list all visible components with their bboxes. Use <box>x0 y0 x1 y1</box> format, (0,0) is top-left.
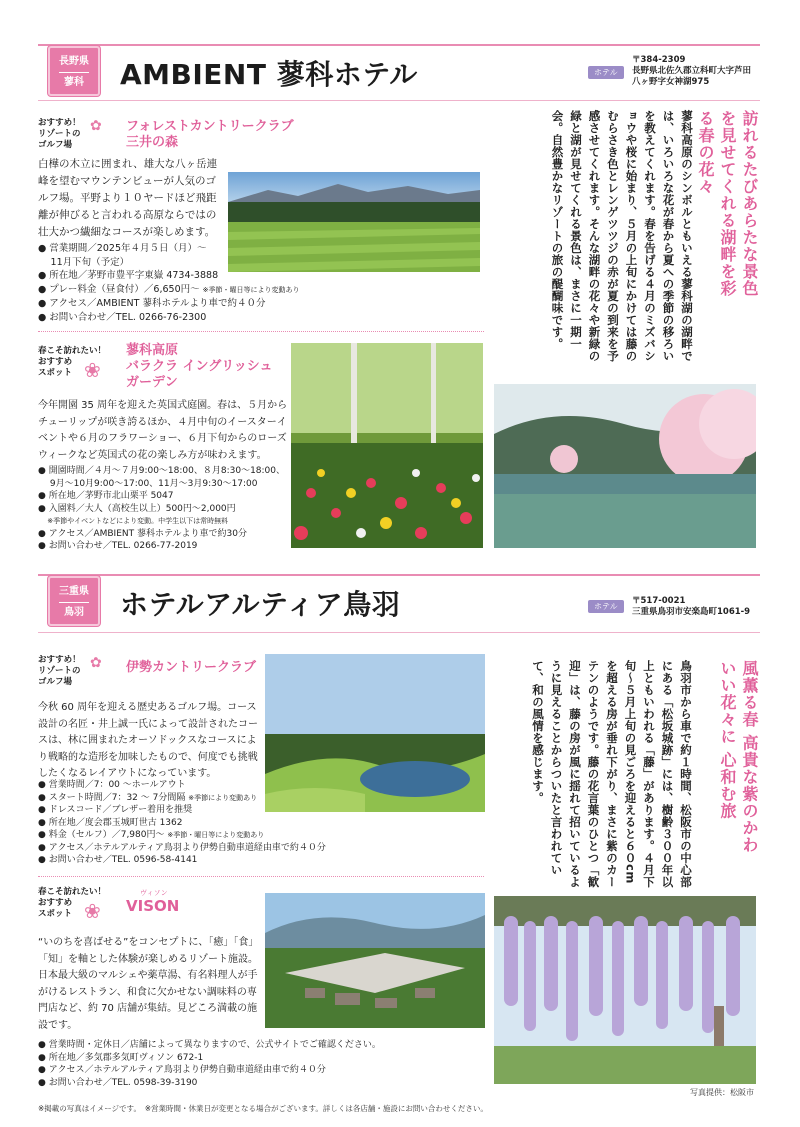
section-top-rule <box>38 574 760 576</box>
label-line: おすすめ！ <box>38 655 81 665</box>
golf-course-title: 伊勢カントリークラブ <box>126 660 257 675</box>
feature-title: 風薫る春 高貴な紫のかわいい花々に 心和む旅 <box>718 660 759 854</box>
spot-info <box>38 1039 381 1089</box>
badge-prefecture: 三重県 <box>59 586 89 597</box>
spot-info <box>38 465 285 553</box>
address-line: 長野県北佐久郡立科町大字芦田 <box>632 66 752 76</box>
info-line: ● お問い合わせ／TEL. 0266-76-2300 <box>38 311 207 323</box>
label-line: スポット <box>38 909 73 919</box>
title-line: フォレストカントリークラブ <box>126 119 294 134</box>
garden-photo <box>291 343 483 548</box>
info-line: ● 所在地／度会郡玉城町世古 1362 <box>38 817 183 828</box>
title-line: バラクラ イングリッシュ <box>126 359 273 374</box>
info-note: ※季節やイベントなどにより変動。中学生以下は常時無料 <box>38 517 229 525</box>
dotted-divider <box>38 331 484 332</box>
info-line: ● 所在地／茅野市北山栗平 5047 <box>38 491 174 501</box>
golf-description: 今秋 60 周年を迎える歴史あるゴルフ場。コース設計の名匠・井上誠一氏によって設計されたコースは、林に囲まれたオーソドックスなコースにより戦略的な造形を加味したもので、何度でも挑戦したくなるレイアウトになっています。 <box>38 702 258 779</box>
spot-description: “いのちを喜ばせる”をコンセプトに、「癒」「食」「知」を軸とした体験が楽しめるリゾート施設。日本最大級のマルシェや薬草湯、有名料理人が手がけるレストラン、和食に欠かせない調味料の専門店など、約 70 店舗が集結。見どころ満載の施設です。 <box>38 937 259 1031</box>
info-line: ● プレー料金（昼食付）／6,650円～ <box>38 283 200 295</box>
label-line: 春こそ訪れたい！ <box>38 346 107 356</box>
info-line: ● 開園時間／４月～７月9:00～18:00、８月8:30～18:00、 <box>38 466 286 476</box>
info-line: ● アクセス／ホテルアルティア鳥羽より伊勢自動車道経由車で約４０分 <box>38 842 326 853</box>
info-line: ● 営業時間／7：00 ～ホールアウト <box>38 780 186 790</box>
golf-label <box>38 655 81 688</box>
hotel-address <box>632 55 751 88</box>
postal-code: 〒384-2309 <box>632 55 686 65</box>
vison-photo <box>265 893 485 1028</box>
info-line: ● 入園料／大人（高校生以上）500円～2,000円 <box>38 503 236 514</box>
info-line: ● 営業期間／2025年４月５日（月）～ <box>38 243 207 254</box>
info-line: ● アクセス／ホテルアルティア鳥羽より伊勢自動車道経由車で約４０分 <box>38 1065 326 1075</box>
flower-icon: ✿ <box>90 655 102 671</box>
golf-label <box>38 118 81 151</box>
hotel-title: ホテルアルティア鳥羽 <box>120 588 401 621</box>
rose-icon: ❀ <box>84 899 101 923</box>
label-line: ゴルフ場 <box>38 140 73 150</box>
label-line: おすすめ <box>38 357 73 367</box>
lake-photo <box>494 384 756 548</box>
photo-credit: 写真提供：松阪市 <box>690 1088 754 1097</box>
spot-title <box>126 343 273 391</box>
spot-title: VISON <box>126 897 180 915</box>
label-line: 春こそ訪れたい！ <box>38 887 107 897</box>
golf-info <box>38 779 326 867</box>
postal-code: 〒517-0021 <box>632 596 686 606</box>
info-line: ● お問い合わせ／TEL. 0266-77-2019 <box>38 541 198 551</box>
info-line: 9月～10月9:00～17:00、11月～3月9:30～17:00 <box>38 478 258 489</box>
golf-course-title <box>126 119 294 151</box>
section-rule <box>38 100 760 101</box>
spot-description: 今年開園 35 周年を迎えた英国式庭園。春は、５月からチューリップが咲き誇るほか、４月中旬のイースターイベントや６月のフラワーショー、６月下旬からのローズウィークなど英国式の花の楽しみ方が味わえます。 <box>38 400 288 461</box>
label-line: リゾートの <box>38 129 81 139</box>
address-line: 八ヶ野字女神湖975 <box>632 77 710 87</box>
info-line: ● アクセス／AMBIENT 蓼科ホテルより車で約30分 <box>38 528 247 539</box>
footer-note: ※掲載の写真はイメージです。 ※営業時間・休業日が変更となる場合がございます。詳しくは各店舗・施設にお問い合わせください。 <box>38 1104 488 1113</box>
prefecture-badge <box>48 576 100 626</box>
feature-title: 訪れるたびあらたな景色を見せてくれる湖畔を彩る春の花々 <box>696 110 759 297</box>
address-line: 三重県鳥羽市安楽島町1061-9 <box>632 607 751 617</box>
prefecture-badge <box>48 46 100 96</box>
feature-body: 蓼科高原のシンボルともいえる蓼科湖の湖畔では、いろいろな花が春から夏への季節の移ろいを教えてくれます。春を告げる４月のミズバショウや桜に始まり、５月の上旬にかけては藤のむらさき色とレンゲツツジの赤が夏の到来を予感させてくれます。そんな湖畔の花々や新緑の緑と湖が見せてくれる景色は、まさに一期一会。自然豊かなリゾートの旅の醍醐味です。 <box>550 110 694 362</box>
info-line: ● スタート時間／7：32 ～ 7分間隔 <box>38 792 186 803</box>
info-line: ● ドレスコード／ブレザー着用を推奨 <box>38 805 193 815</box>
badge-area: 蓼科 <box>64 77 84 88</box>
hotel-title: AMBIENT 蓼科ホテル <box>120 58 418 91</box>
title-line: 蓼科高原 <box>126 343 179 358</box>
badge-area: 鳥羽 <box>64 607 84 618</box>
info-line: ● 料金（セルフ）／7,980円～ <box>38 830 165 840</box>
hotel-tag: ホテル <box>588 600 624 613</box>
info-line: ● 営業時間・定休日／店舗によって異なりますので、公式サイトでご確認ください。 <box>38 1040 381 1050</box>
info-line: ● 所在地／茅野市豊平字東嶽 4734-3888 <box>38 270 219 281</box>
title-line: 三井の森 <box>126 135 179 150</box>
label-line: スポット <box>38 368 73 378</box>
dotted-divider <box>38 876 484 877</box>
rose-icon: ❀ <box>84 358 101 382</box>
golf-info <box>38 242 300 324</box>
info-note: ※季節・曜日等により変動あり <box>167 831 265 839</box>
label-line: ゴルフ場 <box>38 677 73 687</box>
info-line: ● お問い合わせ／TEL. 0596-58-4141 <box>38 855 198 865</box>
section-top-rule <box>38 44 760 46</box>
feature-body: 鳥羽市から車で約１時間、松阪市の中心部にある「松坂城跡」には、樹齢３００年以上ともいわれる「藤」があります。４月下旬～５月上旬の見ごろを迎えると６０cmを超える房が垂れ下がり、まさに紫のカーテンのようです。藤の花言葉のひとつ「歓迎」は、藤の房が風に揺れて招いているように見えることからついたと言われていて、和の風情を感じます。 <box>531 660 693 888</box>
info-line: ● アクセス／AMBIENT 蓼科ホテルより車で約４０分 <box>38 298 266 309</box>
label-line: おすすめ <box>38 898 73 908</box>
wisteria-photo <box>494 896 756 1084</box>
hotel-tag: ホテル <box>588 66 624 79</box>
title-line: ガーデン <box>126 375 178 390</box>
label-line: リゾートの <box>38 666 81 676</box>
spot-ruby: ヴィソン <box>140 889 168 897</box>
section-rule <box>38 632 760 633</box>
info-note: ※季節・曜日等により変動あり <box>202 285 300 294</box>
label-line: おすすめ！ <box>38 118 81 128</box>
info-line: ● 所在地／多気郡多気町ヴィソン 672-1 <box>38 1052 204 1063</box>
hotel-address <box>632 596 750 618</box>
info-note: ※季節により変動あり <box>188 793 258 802</box>
flower-icon: ✿ <box>90 118 102 134</box>
golf-description: 白樺の木立に囲まれ、雄大な八ヶ岳連峰を望むマウンテンビューが人気のゴルフ場。平野より１０ヤードほど飛距離が伸びると言われる高原ならではの壮大かつ繊細なコースが楽しめます。 <box>38 158 218 238</box>
badge-prefecture: 長野県 <box>59 56 89 67</box>
info-line: ● お問い合わせ／TEL. 0598-39-3190 <box>38 1077 198 1088</box>
info-line: 11月下旬（予定） <box>38 256 130 268</box>
